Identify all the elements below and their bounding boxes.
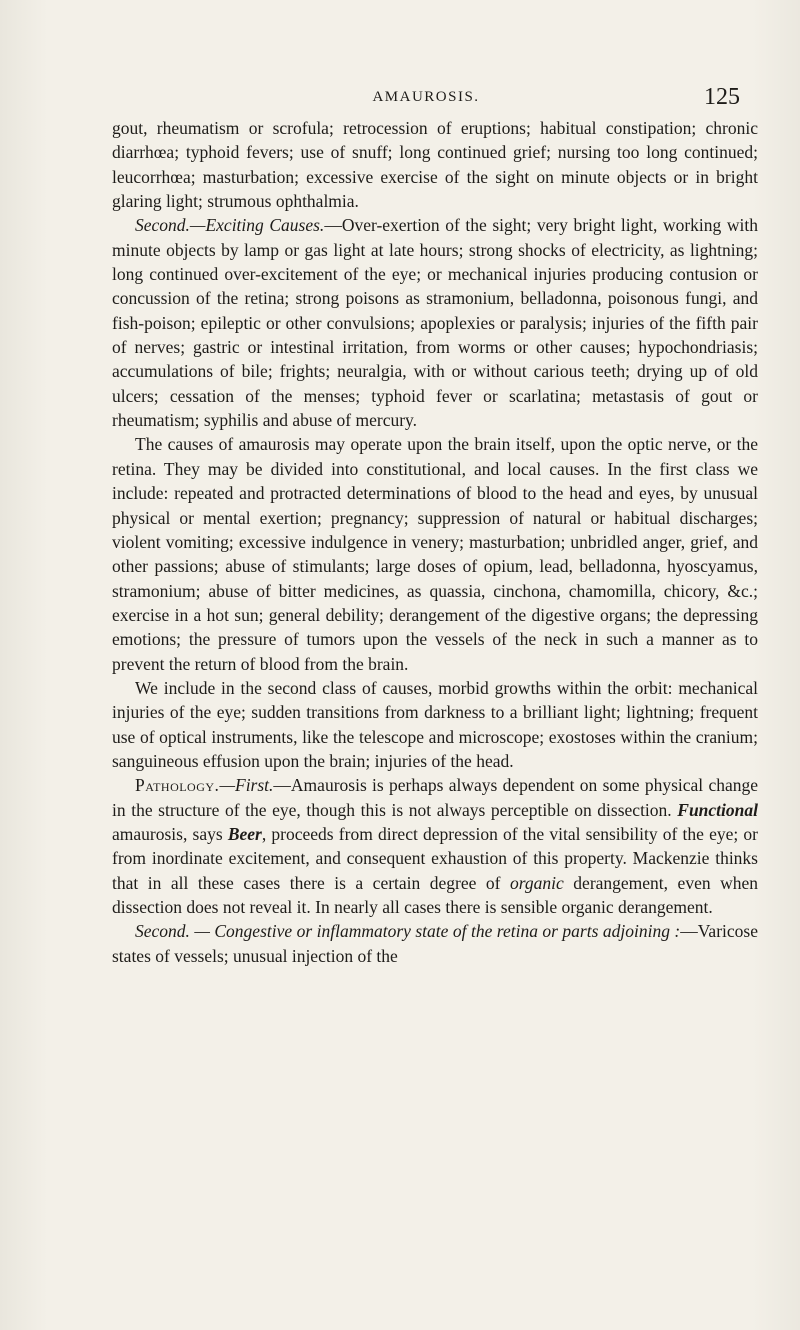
paragraph-text: amaurosis, says [112,823,228,844]
emphasized-term: organic [510,872,564,893]
paragraph-pathology [112,773,758,919]
paragraph-causes-continued [112,116,758,213]
running-head-title: AMAUROSIS. [372,89,480,105]
page-number: 125 [704,84,740,110]
running-head [112,86,740,110]
paragraph-congestive-state [112,919,758,968]
paragraph-text: The causes of amaurosis may operate upon the brain itself, upon the optic nerve, or the retina. They may be divided into constitutional, and local causes. In the first class we include: repeated and protracted determinations of blood to the head and eyes, by unusual physical or mental exertion; pregnancy; suppression of natural or habitual discharges; violent vomiting; excessive indulgence in venery; masturbation; unbridled anger, grief, and other passions; abuse of stimulants; large doses of opium, lead, belladonna, hyoscyamus, stramonium; abuse of bitter medicines, as quassia, cinchona, chamomilla, chicory, &c.; exercise in a hot sun; general debility; derangement of the digestive organs; the depressing emotions; the pressure of tumors upon the vessels of the neck in such a manner as to prevent the return of blood from the brain. [112,434,758,674]
paragraph-text: —Varicose states of vessels; unusual injection of the [112,921,758,966]
paragraph-text: We include in the second class of causes, morbid growths within the orbit: mechanical injuries of the eye; sudden transitions from darkness to a brilliant light; lightning; frequent use of optical instruments, like the telescope and microscope; exostoses within the cranium; sanguineous effusion upon the brain; injuries of the head. [112,677,758,771]
paragraph-local-causes [112,676,758,773]
paragraph-text: gout, rheumatism or scrofula; retrocession of eruptions; habitual constipation; chronic diarrhœa; typhoid fevers; use of snuff; long continued grief; nursing too long continued; leucorrhœa; masturbation; excessive exercise of the sight on minute objects or in bright glaring light; strumous ophthalmia. [112,118,758,212]
paragraph-text: , proceeds from direct depression of the vital sensibility of the eye; or from inordinate excitement, and consequent exhaustion of this property. Mackenzie thinks that in all these cases there is a certain degree of [112,823,758,893]
section-label: —First. [219,775,274,796]
emphasized-term: Functional [677,799,758,820]
paragraph-exciting-causes [112,213,758,432]
section-label: Second.—Exciting Causes. [135,215,325,236]
paragraph-text: —Amaurosis is perhaps always dependent on some physical change in the structure of the eye, though this is not always perceptible on dissection. [112,775,758,820]
paragraph-constitutional-causes [112,432,758,675]
section-label: Second. — Congestive or inflammatory state of the retina or parts adjoining : [135,921,681,942]
paragraph-text: —Over-exertion of the sight; very bright light, working with minute objects by lamp or gas light at late hours; strong shocks of electricity, as lightning; long continued over-excitement of the eye; or mechanical injuries producing contusion or concussion of the retina; strong poisons as stramonium, belladonna, poisonous fungi, and fish-poison; epileptic or other convulsions; apoplexies or paralysis; injuries of the fifth pair of nerves; gastric or intestinal irritation, from worms or other causes; hypochondriasis; accumulations of bile; frights; neuralgia, with or without carious teeth; drying up of old ulcers; cessation of the menses; typhoid fever or scarlatina; metastasis of gout or rheumatism; syphilis and abuse of mercury. [112,215,758,431]
body-text [112,116,758,968]
author-name: Beer [227,823,262,844]
section-heading: Pathology. [135,775,220,796]
paragraph-text: derangement, even when dissection does not reveal it. In nearly all cases there is sensible organic derangement. [112,872,758,917]
